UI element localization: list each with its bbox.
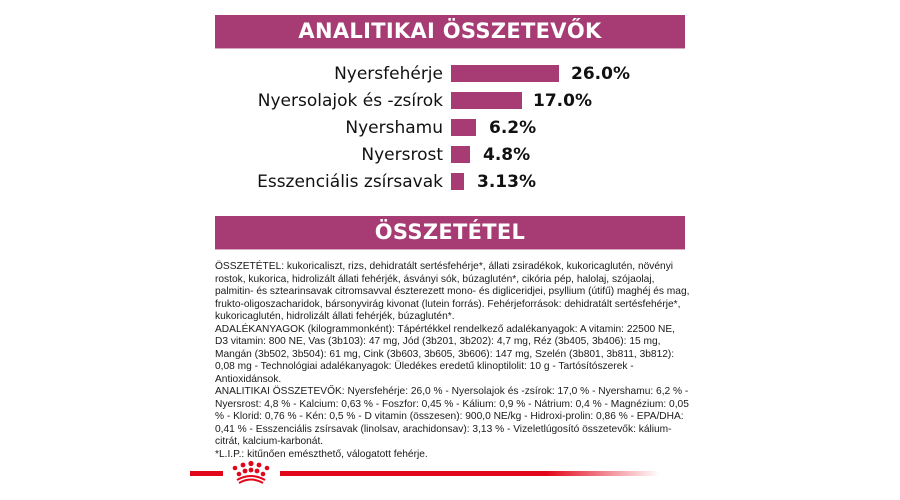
- analytical-paragraph: ANALITIKAI ÖSSZETEVŐK: Nyersfehérje: 26,0 % - Nyersolajok és -zsírok: 17,0 % - Nyershamu: 6,2 % - Nyersrost: 4,8 % - Kalcium: 0,63 % - Foszfor: 0,45 % - Kálium: 0,9 % - Nátrium: 0,4 % - Magnézium: 0,05 % - Klorid: 0,76 % - Kén: 0,5 % - D vitamin (összesen): 900,0 NE/kg - Hidroxi-prolin: 0,86 % - EPA/DHA: 0,41 % - Esszenciális zsírsavak (linolsav, arachidonsav): 3,13 % - Vizeletlúgosító összetevők: kálium-citrát, kalcium-karbonát.: [215, 386, 689, 447]
- footer-divider-right: [280, 471, 660, 476]
- chart-value: 3.13%: [477, 172, 536, 192]
- composition-text: [215, 261, 690, 461]
- chart-value: 26.0%: [571, 64, 630, 84]
- chart-row: [215, 170, 685, 194]
- chart-label: Nyersfehérje: [334, 64, 443, 84]
- chart-value: 4.8%: [483, 145, 531, 165]
- chart-bar: [451, 119, 476, 136]
- chart-label: Nyersrost: [361, 145, 443, 165]
- brand-footer: [190, 460, 700, 490]
- chart-label: Esszenciális zsírsavak: [257, 172, 443, 192]
- chart-bar: [451, 173, 464, 190]
- footnote: *L.I.P.: kitűnően emészthető, válogatott fehérje.: [215, 448, 428, 460]
- chart-value: 17.0%: [533, 91, 592, 111]
- crown-icon: [225, 460, 277, 488]
- chart-label: Nyersolajok és -zsírok: [257, 91, 443, 111]
- chart-label: Nyershamu: [345, 118, 443, 138]
- chart-row: [215, 62, 685, 86]
- chart-bar: [451, 65, 559, 82]
- footer-divider-left: [190, 471, 223, 476]
- chart-row: [215, 116, 685, 140]
- analytical-constituents-header: ANALITIKAI ÖSSZETEVŐK: [215, 15, 685, 49]
- chart-row: [215, 143, 685, 167]
- chart-value: 6.2%: [489, 118, 537, 138]
- composition-header: ÖSSZETÉTEL: [215, 216, 685, 250]
- chart-row: [215, 89, 685, 113]
- chart-bar: [451, 92, 522, 109]
- chart-bar: [451, 146, 470, 163]
- ingredients-paragraph: ÖSSZETÉTEL: kukoricaliszt, rizs, dehidratált sertésfehérje*, állati zsiradékok, kukoricaglutén, növényi rostok, kukorica, hidrolizált állati fehérjék, ásványi sók, búzaglutén*, cikória pép, halolaj, szójaolaj, palmitin- és sztearinsavak citromsavval észterezett mono- és digliceridjei, psyllium (útifű) maghéj és mag, frukto-oligoszacharidok, bársonyvirág kivonat (lutein forrás). Fehérjeforrások: dehidratált sertésfehérje*, kukoricaglutén, hidrolizált állati fehérjék, búzaglutén*.: [215, 261, 690, 322]
- additives-paragraph: ADALÉKANYAGOK (kilogrammonként): Tápértékkel rendelkező adalékanyagok: A vitamin: 22500 NE, D3 vitamin: 800 NE, Vas (3b103): 47 mg, Jód (3b201, 3b202): 4,7 mg, Réz (3b405, 3b406): 15 mg, Mangán (3b502, 3b504): 61 mg, Cink (3b603, 3b605, 3b606): 147 mg, Szelén (3b801, 3b811, 3b812): 0,08 mg - Technológiai adalékanyagok: Üledékes eredetű klinoptilolit: 10 g - Tartósítószerek - Antioxidánsok.: [215, 323, 675, 385]
